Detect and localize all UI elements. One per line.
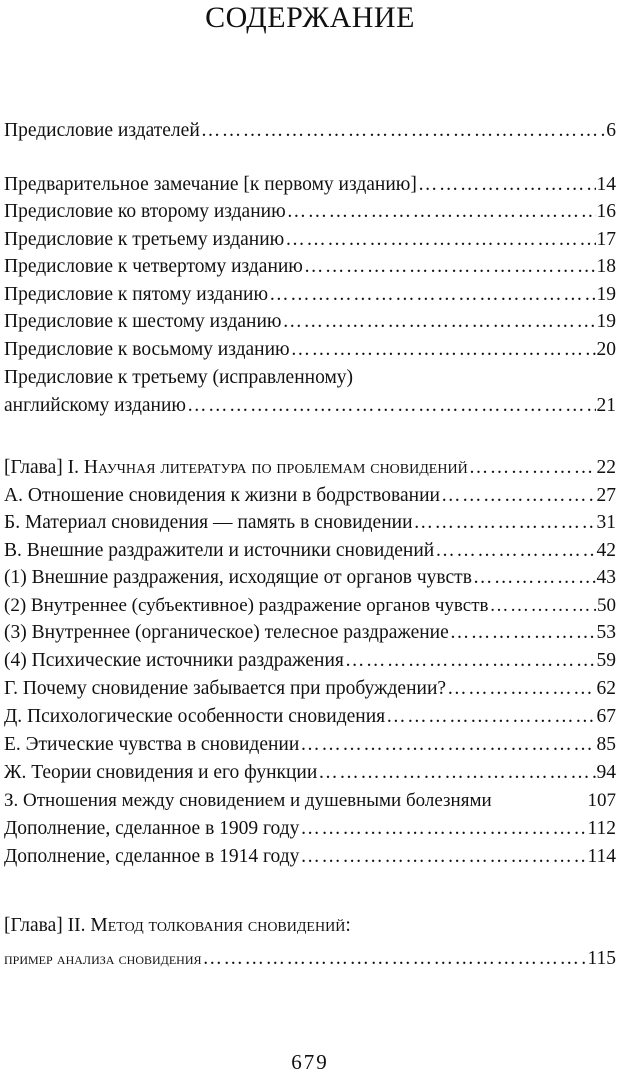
- toc-entry-preliminary-note[interactable]: [4, 171, 616, 199]
- toc-entry-page: 94: [596, 762, 616, 783]
- toc-entry-page: 22: [596, 457, 616, 478]
- toc-entry-1b[interactable]: [4, 509, 616, 537]
- toc-entry-title: Д. Психологические особенности сновидения: [4, 706, 386, 727]
- toc-entry-title: английскому изданию: [4, 395, 186, 416]
- toc-entry-title: З. Отношения между сновидением и душевными болезнями: [4, 790, 492, 811]
- toc-entry-page: 6: [606, 120, 616, 141]
- toc-entry-title: В. Внешние раздражители и источники сновидений: [4, 540, 435, 561]
- toc-entry-title: Г. Почему сновидение забывается при пробуждении?: [4, 678, 447, 699]
- toc-leader-dots: [447, 675, 595, 703]
- toc-entry-third-edition[interactable]: [4, 226, 616, 254]
- toc-entry-chapter-2-line1[interactable]: [4, 912, 616, 940]
- toc-entry-page: 18: [596, 256, 616, 277]
- toc-entry-page: 59: [596, 650, 616, 671]
- toc-leader-dots: [300, 843, 586, 871]
- toc-leader-dots: [418, 171, 596, 199]
- toc-entry-title: Ж. Теории сновидения и его функции: [4, 762, 318, 783]
- toc-entry-page: 67: [596, 706, 616, 727]
- toc-entry-1a[interactable]: [4, 482, 616, 510]
- toc-entry-page: 62: [596, 678, 616, 699]
- toc-entry-title: Б. Материал сновидения — память в сновидении: [4, 512, 413, 533]
- toc-entry-fifth-edition[interactable]: [4, 281, 616, 309]
- toc-entry-page: 27: [596, 485, 616, 506]
- toc-entry-1v-2[interactable]: [4, 592, 616, 620]
- toc-entry-english-edition-line2[interactable]: [4, 392, 616, 420]
- toc-entry-page: 16: [596, 201, 616, 222]
- toc-entry-1v-1[interactable]: [4, 564, 616, 592]
- toc-leader-dots: [441, 482, 596, 510]
- toc-entry-title: Дополнение, сделанное в 1914 году: [4, 846, 300, 867]
- toc-entry-page: 17: [596, 229, 616, 250]
- toc-entry-page: 115: [587, 948, 616, 969]
- toc-entry-title: Предисловие к третьему изданию: [4, 229, 285, 250]
- toc-entry-addendum-1909[interactable]: [4, 815, 616, 843]
- toc-leader-dots: [287, 198, 596, 226]
- toc-leader-dots: [282, 308, 595, 336]
- toc-entry-page: 19: [596, 284, 616, 305]
- toc-entry-chapter-1[interactable]: [4, 454, 616, 482]
- toc-entry-title: [4, 912, 351, 940]
- toc-entry-english-edition-line1[interactable]: [4, 364, 616, 392]
- toc-entry-title: Предисловие издателей: [4, 120, 200, 141]
- toc-leader-dots: [450, 619, 596, 647]
- toc-leader-dots: [300, 815, 586, 843]
- toc-entry-title: Дополнение, сделанное в 1909 году: [4, 818, 300, 839]
- toc-entry-title: Е. Этические чувства в сновидении: [4, 734, 300, 755]
- toc-entry-title: Предисловие ко второму изданию: [4, 201, 286, 222]
- toc-entry-page: 50: [597, 595, 616, 616]
- toc-entry-1g[interactable]: [4, 675, 616, 703]
- toc-entry-1d[interactable]: [4, 703, 616, 731]
- toc-leader-dots: [345, 647, 596, 675]
- page-number: 679: [291, 1050, 329, 1074]
- toc-entry-page: 107: [587, 790, 616, 811]
- toc-entry-publishers-preface[interactable]: [4, 117, 616, 145]
- chapter-title: Научная литература по проблемам сновидений: [83, 457, 468, 478]
- toc-entry-addendum-1914[interactable]: [4, 843, 616, 871]
- toc-entry-page: 112: [587, 818, 616, 839]
- toc-leader-dots: [489, 592, 596, 620]
- toc-entry-title: (3) Внутреннее (органическое) телесное раздражение: [4, 622, 449, 643]
- toc-leader-dots: [300, 731, 595, 759]
- toc-entry-title: Предисловие к восьмому изданию: [4, 339, 290, 360]
- toc-entry-page: 14: [596, 174, 616, 195]
- toc-entry-1v-3[interactable]: [4, 619, 616, 647]
- toc-leader-dots: [285, 226, 595, 254]
- toc-entry-page: 21: [596, 395, 616, 416]
- toc-entry-fourth-edition[interactable]: [4, 253, 616, 281]
- toc-entry-page: 31: [596, 512, 616, 533]
- toc-leader-dots: [203, 945, 587, 973]
- toc-leader-dots: [187, 392, 596, 420]
- toc-entry-page: 85: [596, 734, 616, 755]
- chapter-prefix: [Глава] I.: [4, 457, 84, 478]
- toc-entry-1v[interactable]: [4, 537, 616, 565]
- toc-leader-dots: [291, 336, 596, 364]
- chapter-prefix: [Глава] II.: [4, 915, 91, 936]
- toc-entry-page: 42: [596, 540, 616, 561]
- toc-entry-title: (4) Психические источники раздражения: [4, 650, 344, 671]
- page-title: СОДЕРЖАНИЕ: [205, 1, 415, 34]
- toc-leader-dots: [469, 454, 596, 482]
- toc-entry-title: Предисловие к шестому изданию: [4, 311, 282, 332]
- toc-entry-second-edition[interactable]: [4, 198, 616, 226]
- chapter-title: Метод толкования сновидений:: [90, 915, 351, 936]
- toc-entry-1v-4[interactable]: [4, 647, 616, 675]
- toc-entry-sixth-edition[interactable]: [4, 308, 616, 336]
- toc-entry-page: 53: [596, 622, 616, 643]
- toc-entry-1e[interactable]: [4, 731, 616, 759]
- toc-entry-1z[interactable]: [4, 787, 616, 815]
- toc-leader-dots: [201, 117, 605, 145]
- toc-entry-title: (1) Внешние раздражения, исходящие от органов чувств: [4, 567, 472, 588]
- toc-leader-dots: [269, 281, 595, 309]
- toc-leader-dots: [414, 509, 596, 537]
- toc-entry-title: Предисловие к третьему (исправленному): [4, 367, 354, 388]
- toc-leader-dots: [318, 759, 595, 787]
- toc-entry-title: А. Отношение сновидения к жизни в бодрствовании: [4, 485, 440, 506]
- toc-entry-page: 19: [596, 311, 616, 332]
- toc-leader-dots: [435, 537, 595, 565]
- toc-entry-1zh[interactable]: [4, 759, 616, 787]
- toc-entry-title: Предисловие к пятому изданию: [4, 284, 269, 305]
- toc-entry-chapter-2-line2[interactable]: [4, 945, 616, 973]
- toc-entry-page: 43: [596, 567, 616, 588]
- toc-entry-eighth-edition[interactable]: [4, 336, 616, 364]
- toc-entry-title: Предварительное замечание [к первому изданию]: [4, 174, 417, 195]
- toc-entry-page: 20: [596, 339, 616, 360]
- toc-entry-title: [4, 454, 468, 482]
- toc-entry-title: пример анализа сновидения: [4, 949, 202, 968]
- toc-leader-dots: [473, 564, 596, 592]
- toc-entry-title: Предисловие к четвертому изданию: [4, 256, 303, 277]
- toc-leader-dots: [304, 253, 596, 281]
- toc-entry-title: (2) Внутреннее (субъективное) раздражение органов чувств: [4, 595, 489, 616]
- toc-entry-page: 114: [587, 846, 616, 867]
- toc-leader-dots: [386, 703, 595, 731]
